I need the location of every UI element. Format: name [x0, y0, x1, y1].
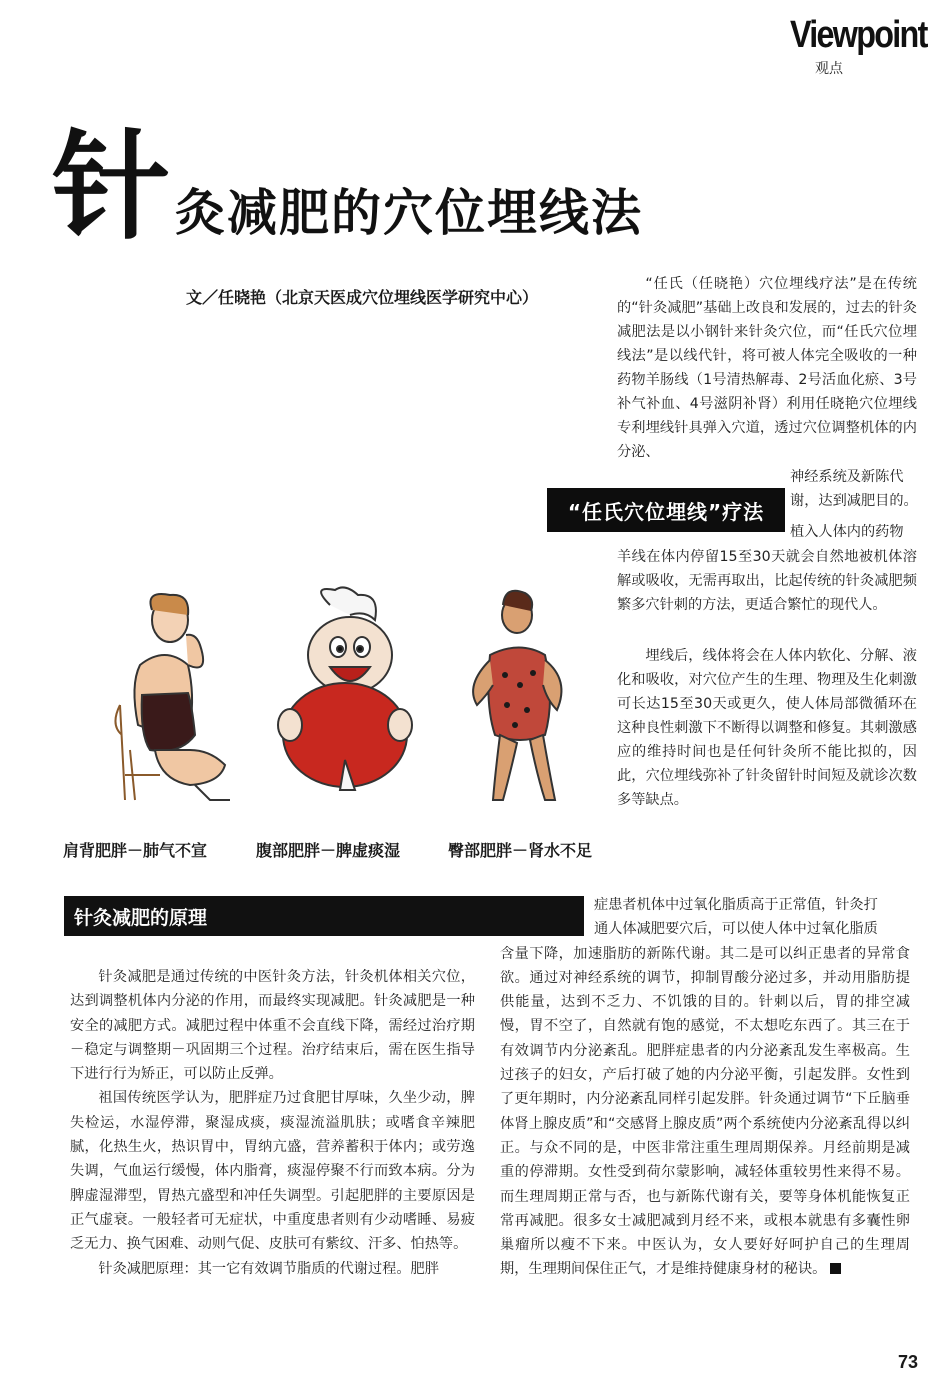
illustration-shoulder-obesity [100, 585, 250, 810]
section-tag: Viewpoint [790, 14, 927, 56]
body-right-rest: 含量下降，加速脂肪的新陈代谢。其二是可以纠正患者的异常食欲。通过对神经系统的调节，抑制胃酸分泌过多，并动用脂肪提供能量，达到不乏力、不饥饿的目的。针刺以后，胃的排空减慢，胃不空了，自然就有饱的感觉，不太想吃东西了。其三在于有效调节内分泌紊乱。肥胖症患者的内分泌紊乱发生率极高。生过孩子的妇女，产后打破了她的内分泌平衡，引起发胖。女性到了更年期时，内分泌紊乱同样引起发胖。针灸通过调节“下丘脑垂体肾上腺皮质”和“交感肾上腺皮质”两个系统使内分泌紊乱得以纠正。与众不同的是，中医非常注重生理周期保养。月经前期是减重的停滞期。女性受到荷尔蒙影响，减轻体重较男性来得不易。而生理周期正常与否，也与新陈代谢有关，要等身体机能恢复正常再减肥。很多女士减肥减到月经不来，或根本就患有多囊性卵巢瘤所以瘦不下来。中医认为，女人要好好呵护自己的生理周期，生理期间保住正气，才是维持健康身材的秘诀。 [500, 945, 910, 1278]
illustration-hip-obesity [445, 585, 590, 810]
body-left-column [70, 965, 475, 1281]
illustration-abdomen-obesity [270, 585, 420, 810]
title-first-char: 针 [52, 118, 171, 256]
body-left-paragraph-1: 针灸减肥是通过传统的中医针灸方法，针灸机体相关穴位，达到调整机体内分泌的作用，而最终实现减肥。针灸减肥是一种安全的减肥方式。减肥过程中体重不会直线下降，需经过治疗期－稳定与调整期－巩固期三个过程。治疗结束后，需在医生指导下进行行为矫正，可以防止反弹。 [70, 969, 475, 1083]
section-tag-sub: 观点 [815, 61, 843, 77]
end-mark [830, 1263, 841, 1274]
intro-paragraph-1-cont-text: 羊线在体内停留15至30天就会自然地被机体溶解或吸收，无需再取出，比起传统的针灸减肥频繁多穴针刺的方法，更适合繁忙的现代人。 [617, 549, 917, 613]
intro-paragraph-2 [617, 644, 917, 812]
caption-hip: 臀部肥胖－肾水不足 [448, 841, 593, 860]
body-left-paragraph-2: 祖国传统医学认为，肥胖症乃过食肥甘厚味，久坐少动，脾失检运，水湿停滞，聚湿成痰，痰湿流溢肌肤；或嗜食辛辣肥腻，化热生火，热识胃中，胃纳亢盛，营养蓄积于体内；或劳逸失调，气血运行缓慢，体内脂膏，痰湿停聚不行而致本病。分为脾虚湿滞型，胃热亢盛型和冲任失调型。引起肥胖的主要原因是正气虚衰。一般轻者可无症状，中重度患者则有少动嗜睡、易疲乏无力、换气困难、动则气促、皮肤可有紫纹、汗多、怕热等。 [70, 1090, 475, 1253]
body-right-line-1: 症患者机体中过氧化脂质高于正常值，针灸打 [594, 897, 878, 913]
byline: 文／任晓艳（北京天医成穴位埋线医学研究中心） [186, 288, 539, 307]
caption-abdomen: 腹部肥胖－脾虚痰湿 [256, 841, 401, 860]
body-right-line-2: 通人体减肥要穴后，可以使人体中过氧化脂质 [594, 921, 878, 938]
intro-paragraph-1-main: “任氏（任晓艳）穴位埋线疗法”是在传统的“针灸减肥”基础上改良和发展的，过去的针灸减肥法是以小钢针来针灸穴位，而“任氏穴位埋线法”是以线代针，将可被人体完全吸收的一种药物羊肠线（1号清热解毒、2号活血化瘀、3号补气补血、4号滋阴补肾）利用任晓艳穴位埋线专利埋线针具弹入穴道，透过穴位调整机体的内分泌、 [617, 276, 917, 460]
method-banner: “任氏穴位埋线”疗法 [547, 488, 785, 532]
section-heading: 针灸减肥的原理 [64, 896, 584, 936]
intro-paragraph-2-text: 埋线后，线体将会在人体内软化、分解、液化和吸收，对穴位产生的生理、物理及生化刺激可长达15至30天或更久，使人体局部微循环在这种良性刺激下不断得以调整和修复。其刺激感应的维持时间也是任何针灸所不能比拟的，因此，穴位埋线弥补了针灸留针时间短及就诊次数多等缺点。 [617, 648, 917, 808]
caption-shoulder: 肩背肥胖－肺气不宣 [63, 841, 208, 860]
page-number: 73 [898, 1352, 919, 1372]
intro-paragraph-1-tail: 神经系统及新陈代谢，达到减肥目的。 [790, 469, 918, 509]
page-title: 灸减肥的穴位埋线法 [175, 184, 643, 242]
intro-paragraph-1 [617, 272, 917, 464]
intro-paragraph-1-tail2: 植入人体内的药物 [790, 524, 904, 540]
body-right-column [500, 893, 910, 1282]
body-left-paragraph-3: 针灸减肥原理：其一它有效调节脂质的代谢过程。肥胖 [98, 1260, 439, 1277]
intro-paragraph-1-cont [617, 545, 917, 617]
